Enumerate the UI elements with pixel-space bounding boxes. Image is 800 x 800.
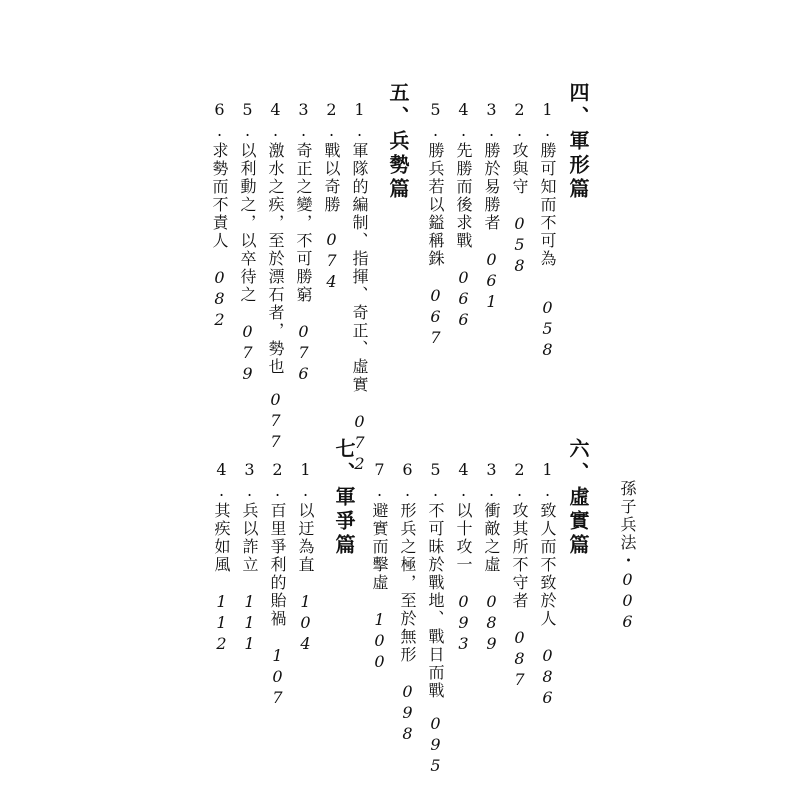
entry-title: 致人而不致於人 bbox=[538, 502, 557, 628]
entry-number: 3. bbox=[482, 100, 501, 142]
entry-page: 111 bbox=[240, 592, 259, 655]
entry-title: 勝於易勝者 bbox=[482, 142, 501, 232]
toc-entry bbox=[508, 100, 531, 277]
chapter-heading-6: 六、虛實篇 bbox=[566, 438, 590, 558]
entry-page: 104 bbox=[296, 592, 315, 655]
toc-entry bbox=[508, 460, 531, 691]
entry-number: 6. bbox=[210, 100, 229, 142]
running-head-separator: ・ bbox=[618, 552, 637, 570]
toc-entry bbox=[536, 100, 559, 361]
entry-page: 067 bbox=[426, 286, 445, 349]
entry-number: 2. bbox=[510, 100, 529, 142]
entry-number: 5. bbox=[426, 100, 445, 142]
entry-number: 4. bbox=[454, 100, 473, 142]
page-number: 006 bbox=[618, 570, 637, 633]
entry-title: 求勢而不責人 bbox=[210, 142, 229, 250]
entry-title: 形兵之極，至於無形 bbox=[398, 502, 417, 664]
entry-number: 1. bbox=[296, 460, 315, 502]
entry-page: 100 bbox=[370, 610, 389, 673]
entry-title: 攻其所不守者 bbox=[510, 502, 529, 610]
toc-entry bbox=[292, 100, 315, 385]
entry-title: 奇正之變，不可勝窮 bbox=[294, 142, 313, 304]
toc-entry bbox=[480, 100, 503, 313]
toc-entry bbox=[238, 460, 261, 655]
entry-page: 093 bbox=[454, 592, 473, 655]
book-title: 孫子兵法 bbox=[618, 480, 637, 552]
entry-number: 4. bbox=[454, 460, 473, 502]
entry-number: 2. bbox=[268, 460, 287, 502]
entry-page: 095 bbox=[426, 714, 445, 777]
entry-page: 112 bbox=[212, 592, 231, 655]
toc-entry bbox=[536, 460, 559, 709]
toc-entry bbox=[480, 460, 503, 655]
entry-title: 激水之疾，至於漂石者，勢也 bbox=[266, 142, 285, 376]
toc-entry bbox=[396, 460, 419, 745]
chapter-heading-5: 五、兵勢篇 bbox=[386, 82, 410, 202]
entry-page: 061 bbox=[482, 250, 501, 313]
entry-title: 不可昧於戰地、戰日而戰 bbox=[426, 502, 445, 700]
running-head bbox=[616, 480, 639, 633]
entry-number: 7. bbox=[370, 460, 389, 502]
entry-page: 076 bbox=[294, 322, 313, 385]
entry-page: 086 bbox=[538, 646, 557, 709]
entry-page: 107 bbox=[268, 646, 287, 709]
entry-title: 以迂為直 bbox=[296, 502, 315, 574]
entry-page: 077 bbox=[266, 390, 285, 453]
entry-number: 4. bbox=[266, 100, 285, 142]
entry-title: 避實而擊虛 bbox=[370, 502, 389, 592]
toc-entry bbox=[368, 460, 391, 673]
entry-number: 1. bbox=[538, 100, 557, 142]
entry-title: 以利動之，以卒待之 bbox=[238, 142, 257, 304]
entry-title: 先勝而後求戰 bbox=[454, 142, 473, 250]
entry-title: 勝兵若以鎰稱銖 bbox=[426, 142, 445, 268]
entry-number: 3. bbox=[294, 100, 313, 142]
entry-number: 3. bbox=[240, 460, 259, 502]
entry-page: 082 bbox=[210, 268, 229, 331]
entry-number: 5. bbox=[238, 100, 257, 142]
entry-number: 6. bbox=[398, 460, 417, 502]
entry-page: 087 bbox=[510, 628, 529, 691]
entry-title: 攻與守 bbox=[510, 142, 529, 196]
entry-page: 058 bbox=[538, 298, 557, 361]
chapter-heading-4: 四、軍形篇 bbox=[566, 82, 590, 202]
entry-number: 1. bbox=[538, 460, 557, 502]
entry-number: 2. bbox=[510, 460, 529, 502]
entry-number: 3. bbox=[482, 460, 501, 502]
entry-title: 戰以奇勝 bbox=[322, 142, 341, 214]
entry-title: 勝可知而不可為 bbox=[538, 142, 557, 268]
toc-entry bbox=[294, 460, 317, 655]
toc-entry bbox=[320, 100, 343, 293]
entry-title: 軍隊的編制、指揮、奇正、虛實 bbox=[350, 142, 369, 394]
toc-entry bbox=[424, 100, 447, 349]
entry-title: 百里爭利的貽禍 bbox=[268, 502, 287, 628]
chapter-heading-7: 七、軍爭篇 bbox=[332, 438, 356, 558]
entry-page: 089 bbox=[482, 592, 501, 655]
toc-entry bbox=[210, 460, 233, 655]
toc-entry bbox=[424, 460, 447, 777]
toc-entry bbox=[452, 100, 475, 331]
entry-page: 058 bbox=[510, 214, 529, 277]
entry-title: 兵以詐立 bbox=[240, 502, 259, 574]
entry-page: 074 bbox=[322, 230, 341, 293]
entry-page: 066 bbox=[454, 268, 473, 331]
toc-entry bbox=[348, 100, 371, 475]
entry-page: 079 bbox=[238, 322, 257, 385]
entry-title: 以十攻一 bbox=[454, 502, 473, 574]
toc-entry bbox=[266, 460, 289, 709]
toc-entry bbox=[236, 100, 259, 385]
entry-page: 072 bbox=[350, 412, 369, 475]
entry-title: 其疾如風 bbox=[212, 502, 231, 574]
entry-number: 1. bbox=[350, 100, 369, 142]
entry-page: 098 bbox=[398, 682, 417, 745]
toc-entry bbox=[264, 100, 287, 453]
entry-title: 衝敵之虛 bbox=[482, 502, 501, 574]
entry-number: 5. bbox=[426, 460, 445, 502]
entry-number: 4. bbox=[212, 460, 231, 502]
toc-entry bbox=[452, 460, 475, 655]
toc-entry bbox=[208, 100, 231, 331]
entry-number: 2. bbox=[322, 100, 341, 142]
